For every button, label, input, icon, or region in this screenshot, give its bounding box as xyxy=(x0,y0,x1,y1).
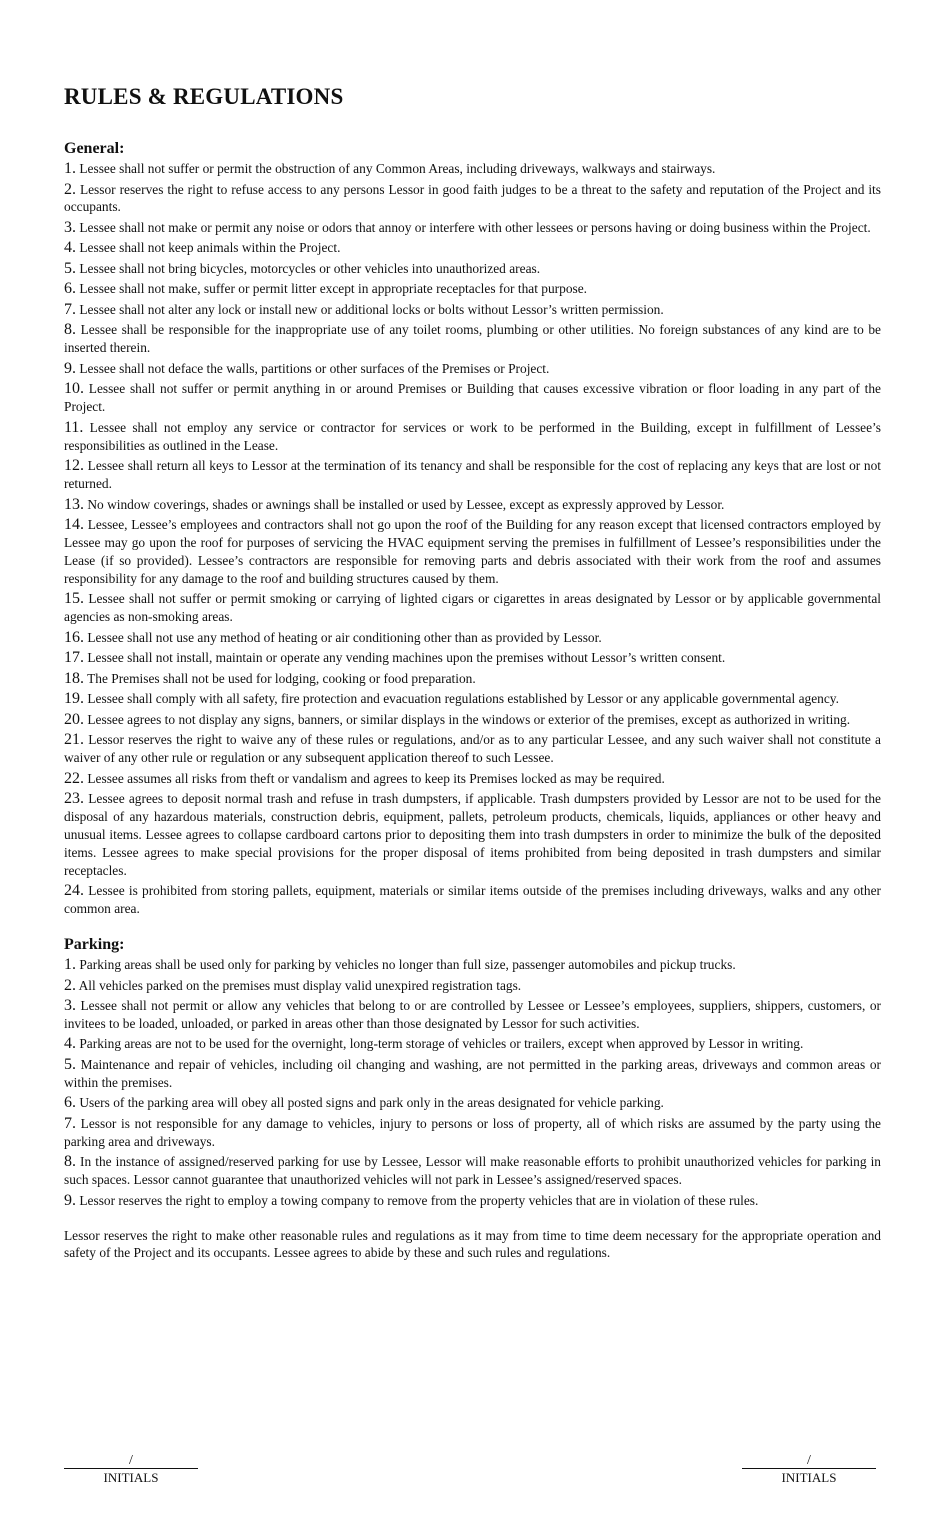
rule-text: Lessor is not responsible for any damage to vehicles, injury to persons or loss of property, all of which risks are assumed by the party using the parking area and driveways. xyxy=(64,1115,881,1149)
rule-text: Lessee shall comply with all safety, fire protection and evacuation regulations established by Lessor or any applicable governmental agency. xyxy=(87,691,839,707)
rule-item xyxy=(64,882,881,918)
rule-item xyxy=(64,457,881,493)
rule-text: Lessee assumes all risks from theft or vandalism and agrees to keep its Premises locked as may be required. xyxy=(87,770,665,786)
rule-number: 4. xyxy=(64,1035,76,1053)
closing-paragraph: Lessor reserves the right to make other reasonable rules and regulations as it may from time to time deem necessary for the appropriate operation and safety of the Project and its occupants. Lessee agrees to abide by these and such rules and regulations. xyxy=(64,1227,881,1261)
rule-number: 14. xyxy=(64,516,84,534)
rule-item xyxy=(64,790,881,880)
rule-text: Lessee shall not suffer or permit the obstruction of any Common Areas, including driveways, walkways and stairways. xyxy=(79,161,716,176)
rule-text: Lessee shall be responsible for the inappropriate use of any toilet rooms, plumbing or other utilities. No foreign substances of any kind are to be inserted therein. xyxy=(64,322,881,356)
rule-text: All vehicles parked on the premises must display valid unexpired registration tags. xyxy=(78,977,522,993)
rule-text: Lessor reserves the right to waive any of these rules or regulations, and/or as to any particular Lessee, and any such waiver shall not constitute a waiver of any other rule or regulation or any subsequent application thereof to such Lessee. xyxy=(64,732,881,766)
rule-item xyxy=(64,649,881,667)
rule-item xyxy=(64,260,881,278)
rule-number: 4. xyxy=(64,239,76,257)
rule-number: 12. xyxy=(64,457,84,475)
rule-number: 9. xyxy=(64,359,76,377)
rule-item xyxy=(64,956,881,974)
rule-item xyxy=(64,690,881,708)
parking-rules-list xyxy=(64,956,881,1210)
rule-text: Lessee shall not permit or allow any vehicles that belong to or are controlled by Lessee or Lessee’s employees, suppliers, shippers, customers, or invitees to be loaded, unloaded, or parked in areas other than those designated by Lessor for such activities. xyxy=(64,998,881,1031)
rule-item xyxy=(64,219,881,237)
rule-number: 24. xyxy=(64,882,84,900)
rule-item xyxy=(64,181,881,217)
rule-number: 6. xyxy=(64,280,76,298)
rule-item xyxy=(64,1192,881,1210)
rule-text: Lessee shall not alter any lock or install new or additional locks or bolts without Lessor’s written permission. xyxy=(79,301,664,317)
rule-item xyxy=(64,1056,881,1092)
rule-item xyxy=(64,280,881,298)
rule-number: 5. xyxy=(64,259,76,277)
rule-item xyxy=(64,160,881,178)
rule-number: 19. xyxy=(64,690,84,708)
rule-number: 17. xyxy=(64,649,84,667)
rule-number: 15. xyxy=(64,590,84,608)
rule-text: Lessor reserves the right to employ a towing company to remove from the property vehicles that are in violation of these rules. xyxy=(79,1192,759,1208)
rule-text: Lessee shall not employ any service or contractor for services or work to be performed in the Building, except in fulfillment of Lessee’s responsibilities as outlined in the Lease. xyxy=(64,419,881,453)
rule-item xyxy=(64,770,881,788)
rule-text: Lessee shall not bring bicycles, motorcycles or other vehicles into unauthorized areas. xyxy=(79,260,541,276)
rule-text: Lessee shall not suffer or permit anything in or around Premises or Building that causes excessive vibration or floor loading in any part of the Project. xyxy=(64,381,881,415)
rule-item xyxy=(64,629,881,647)
general-section-heading: General: xyxy=(64,140,125,157)
rule-text: The Premises shall not be used for lodging, cooking or food preparation. xyxy=(87,670,476,686)
page-title: RULES & REGULATIONS xyxy=(64,84,344,109)
rule-number: 11. xyxy=(64,418,84,436)
initials-left xyxy=(64,1450,198,1486)
rule-number: 20. xyxy=(64,710,84,728)
initials-signature-line xyxy=(742,1450,876,1469)
rule-item xyxy=(64,239,881,257)
rule-number: 22. xyxy=(64,769,84,787)
rule-number: 1. xyxy=(64,160,76,177)
initials-right xyxy=(742,1450,876,1486)
rule-text: Lessee shall return all keys to Lessor at the termination of its tenancy and shall be responsible for the cost of replacing any keys that are lost or not returned. xyxy=(64,458,881,492)
rule-number: 9. xyxy=(64,1191,76,1209)
rule-number: 6. xyxy=(64,1094,76,1112)
rule-item xyxy=(64,380,881,416)
rule-number: 21. xyxy=(64,731,84,749)
rule-text: Parking areas are not to be used for the overnight, long-term storage of vehicles or trailers, except when approved by Lessor in writing. xyxy=(79,1036,804,1052)
rule-text: Users of the parking area will obey all posted signs and park only in the areas designated for vehicle parking. xyxy=(79,1095,664,1111)
rule-item xyxy=(64,670,881,688)
rule-number: 8. xyxy=(64,1153,76,1171)
rule-number: 2. xyxy=(64,180,76,198)
rule-number: 10. xyxy=(64,380,84,398)
initials-slash: / xyxy=(807,1453,811,1468)
rule-number: 3. xyxy=(64,997,76,1014)
rule-number: 16. xyxy=(64,628,84,646)
rule-text: No window coverings, shades or awnings shall be installed or used by Lessee, except as expressly approved by Lessor. xyxy=(87,496,725,512)
rule-item xyxy=(64,590,881,626)
rule-text: Lessee shall not keep animals within the Project. xyxy=(79,240,341,256)
rule-text: Lessee agrees to not display any signs, banners, or similar displays in the windows or exterior of the premises, except as authorized in writing. xyxy=(87,711,851,727)
rule-number: 3. xyxy=(64,218,76,236)
rule-text: Lessee shall not deface the walls, partitions or other surfaces of the Premises or Project. xyxy=(79,360,550,376)
rule-item xyxy=(64,1035,881,1053)
rule-item xyxy=(64,1094,881,1112)
rule-text: Lessee shall not install, maintain or operate any vending machines upon the premises without Lessor’s written consent. xyxy=(87,650,726,666)
general-rules-list xyxy=(64,160,881,918)
rule-number: 5. xyxy=(64,1055,76,1073)
rule-text: In the instance of assigned/reserved parking for use by Lessee, Lessor will make reasonable efforts to prohibit unauthorized vehicles for parking in such spaces. Lessor cannot guarantee that unauthorized vehicles will not park in Lessee’s assigned/reserved spaces. xyxy=(64,1154,882,1188)
rule-text: Lessee shall not use any method of heating or air conditioning other than as provided by Lessor. xyxy=(87,629,602,645)
rule-text: Lessee is prohibited from storing pallets, equipment, materials or similar items outside of the premises including driveways, walks and any other common area. xyxy=(64,883,881,917)
rule-number: 18. xyxy=(64,669,84,687)
rule-item xyxy=(64,997,881,1033)
rule-number: 13. xyxy=(64,495,84,513)
rule-item xyxy=(64,1115,881,1151)
rule-number: 7. xyxy=(64,300,76,318)
rule-number: 8. xyxy=(64,321,76,339)
rule-item xyxy=(64,321,881,357)
rule-text: Lessee, Lessee’s employees and contractors shall not go upon the roof of the Building for any reason except that licensed contractors employed by Lessee may go upon the roof for purposes of servicing the HVAC equipment serving the premises in fulfillment of Lessee’s responsibilities under the Lease (if so provided). Lessee’s contractors are responsible for removing parts and debris associated with their work from the roof and assumes responsibility for any damage to the roof and building structures caused by them. xyxy=(64,517,881,586)
rule-item xyxy=(64,419,881,455)
rule-text: Lessee shall not make, suffer or permit litter except in appropriate receptacles for that purpose. xyxy=(79,281,588,297)
rule-number: 1. xyxy=(64,956,76,973)
rule-text: Lessee shall not suffer or permit smoking or carrying of lighted cigars or cigarettes in areas designated by Lessor or by applicable governmental agencies as non-smoking areas. xyxy=(64,591,881,625)
document-page xyxy=(64,86,881,1276)
initials-label: INITIALS xyxy=(103,1470,159,1485)
rule-item xyxy=(64,711,881,729)
rule-text: Lessee agrees to deposit normal trash and refuse in trash dumpsters, if applicable. Trash dumpsters provided by Lessor are not to be used for the disposal of any hazardous materials, construction debris, equipment, pallets, petroleum products, chemicals, liquids, appliances or other heavy and unusual items. Lessee agrees to collapse cardboard cartons prior to depositing them into trash dumpsters in order to minimize the bulk of the deposited items. Lessee agrees to make special provisions for the proper disposal of items prohibited from being deposited in trash dumpsters and similar receptacles. xyxy=(64,791,881,878)
rule-number: 23. xyxy=(64,790,84,808)
rule-text: Parking areas shall be used only for parking by vehicles no longer than full size, passenger automobiles and pickup trucks. xyxy=(79,957,736,972)
rule-number: 7. xyxy=(64,1114,76,1132)
rule-item xyxy=(64,1153,881,1189)
parking-section-heading: Parking: xyxy=(64,936,125,953)
rule-item xyxy=(64,496,881,514)
rule-text: Lessee shall not make or permit any noise or odors that annoy or interfere with other lessees or persons having or doing business within the Project. xyxy=(79,219,871,235)
rule-text: Lessor reserves the right to refuse access to any persons Lessor in good faith judges to be a threat to the safety and reputation of the Project and its occupants. xyxy=(64,181,881,215)
initials-slash: / xyxy=(129,1453,133,1468)
rule-item xyxy=(64,360,881,378)
rule-item xyxy=(64,516,881,588)
initials-signature-line xyxy=(64,1450,198,1469)
rule-item xyxy=(64,977,881,995)
rule-text: Maintenance and repair of vehicles, including oil changing and washing, are not permitted in the parking areas, driveways and common areas or within the premises. xyxy=(64,1056,881,1090)
rule-number: 2. xyxy=(64,976,76,994)
initials-label: INITIALS xyxy=(781,1470,837,1485)
rule-item xyxy=(64,731,881,767)
rule-item xyxy=(64,301,881,319)
